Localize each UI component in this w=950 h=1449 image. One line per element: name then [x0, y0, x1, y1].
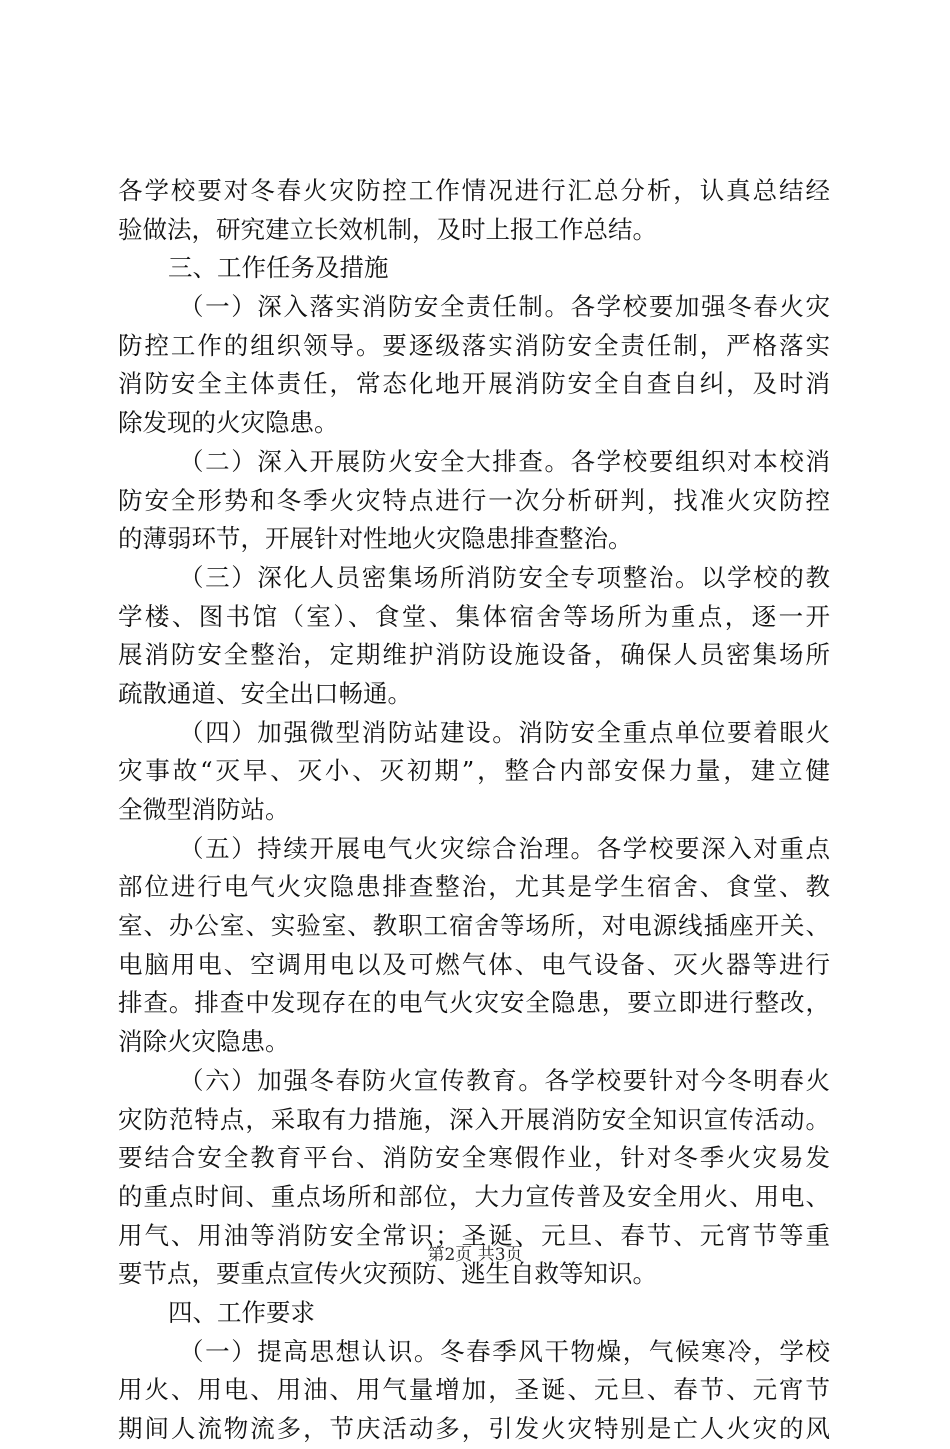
- text-line: （四）加强微型消防站建设。消防安全重点单位要着眼火: [179, 717, 830, 747]
- text-line: 要结合安全教育平台、消防安全寒假作业，针对冬季火灾易发: [118, 1143, 830, 1173]
- text-line: 灾事故“灭早、灭小、灭初期”，整合内部安保力量，建立健: [118, 756, 830, 786]
- text-line: 室、办公室、实验室、教职工宿舍等场所，对电源线插座开关、: [118, 911, 830, 941]
- text-line: （一）提高思想认识。冬春季风干物燥，气候寒冷，学校: [179, 1336, 830, 1366]
- text-line: 的重点时间、重点场所和部位，大力宣传普及安全用火、用电、: [118, 1181, 830, 1211]
- text-line: 要节点，要重点宣传火灾预防、逃生自救等知识。: [118, 1259, 657, 1289]
- text-line: （一）深入落实消防安全责任制。各学校要加强冬春火灾: [179, 292, 830, 322]
- text-line: （二）深入开展防火安全大排查。各学校要组织对本校消: [179, 446, 830, 476]
- section-heading: 三、工作任务及措施: [168, 253, 389, 283]
- text-line: 期间人流物流多，节庆活动多，引发火灾特别是亡人火灾的风: [118, 1414, 830, 1443]
- text-line: 部位进行电气火灾隐患排查整治，尤其是学生宿舍、食堂、教: [118, 872, 830, 902]
- text-line: 验做法，研究建立长效机制，及时上报工作总结。: [118, 214, 657, 244]
- text-line: （五）持续开展电气火灾综合治理。各学校要深入对重点: [179, 833, 830, 863]
- text-line: （三）深化人员密集场所消防安全专项整治。以学校的教: [179, 562, 830, 592]
- text-line: （六）加强冬春防火宣传教育。各学校要针对今冬明春火: [179, 1065, 830, 1095]
- text-line: 排查。排查中发现存在的电气火灾安全隐患，要立即进行整改，: [118, 988, 830, 1018]
- text-line: 的薄弱环节，开展针对性地火灾隐患排查整治。: [118, 524, 633, 554]
- text-line: 全微型消防站。: [118, 795, 290, 824]
- text-line: 防安全形势和冬季火灾特点进行一次分析研判，找准火灾防控: [118, 485, 830, 515]
- text-line: 展消防安全整治，定期维护消防设施设备，确保人员密集场所: [118, 640, 830, 670]
- text-line: 消防安全主体责任，常态化地开展消防安全自查自纠，及时消: [118, 369, 830, 399]
- text-line: 用气、用油等消防安全常识；圣诞、元旦、春节、元宵节等重: [118, 1220, 830, 1250]
- section-heading: 四、工作要求: [168, 1297, 315, 1327]
- text-line: 电脑用电、空调用电以及可燃气体、电气设备、灭火器等进行: [118, 949, 830, 979]
- text-line: 用火、用电、用油、用气量增加，圣诞、元旦、春节、元宵节: [118, 1375, 830, 1405]
- text-line: 灾防范特点，采取有力措施，深入开展消防安全知识宣传活动。: [118, 1104, 830, 1134]
- text-line: 学楼、图书馆（室）、食堂、集体宿舍等场所为重点，逐一开: [118, 601, 830, 631]
- text-line: 防控工作的组织领导。要逐级落实消防安全责任制，严格落实: [118, 330, 830, 360]
- text-line: 除发现的火灾隐患。: [118, 408, 339, 438]
- text-line: 疏散通道、安全出口畅通。: [118, 678, 412, 708]
- text-line: 消除火灾隐患。: [118, 1027, 290, 1057]
- page-number-footer: 第2页 共3页: [427, 1245, 523, 1265]
- text-line: 各学校要对冬春火灾防控工作情况进行汇总分析，认真总结经: [118, 176, 830, 205]
